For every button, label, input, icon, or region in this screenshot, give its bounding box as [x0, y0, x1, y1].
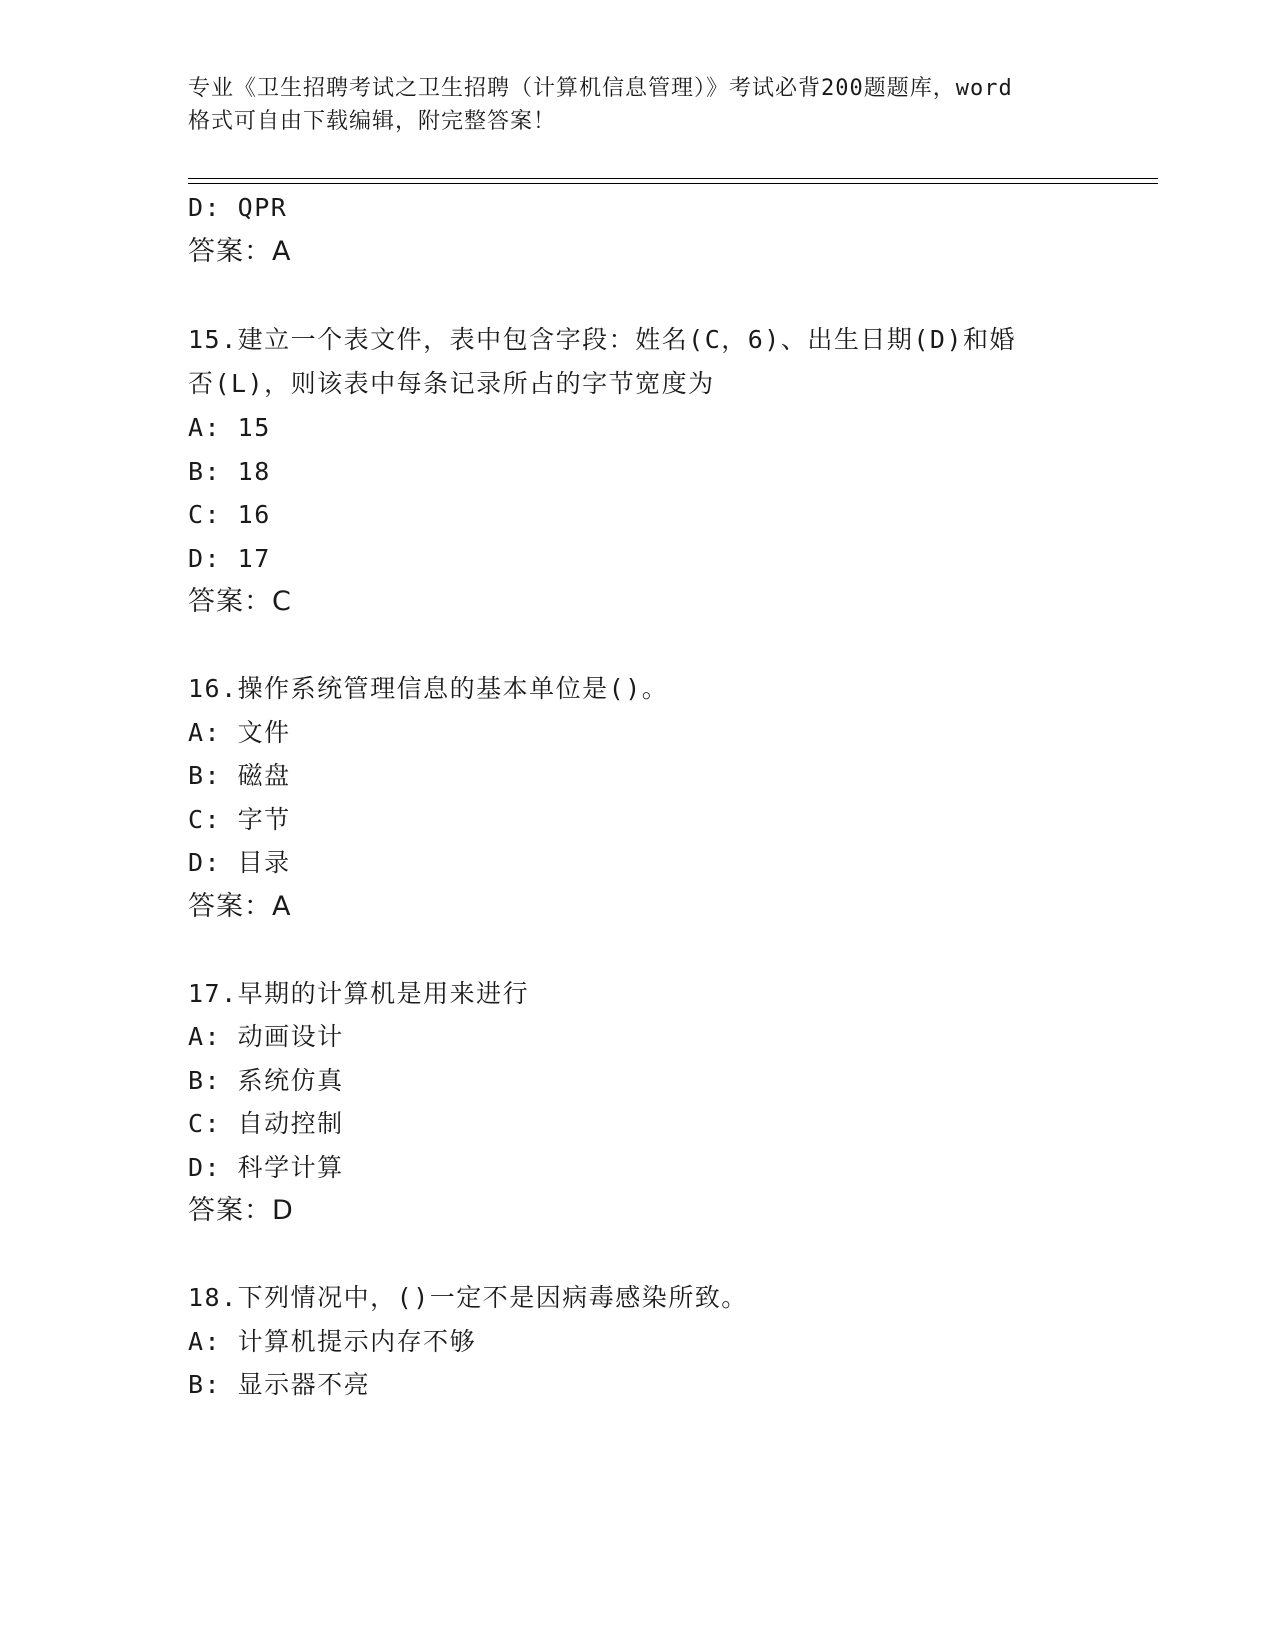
- q16-option-c: C: 字节: [188, 805, 291, 834]
- q15-option-c: C: 16: [188, 500, 271, 529]
- q15-option-d: D: 17: [188, 544, 271, 573]
- q15-option-b: B: 18: [188, 457, 271, 486]
- q15-option-a: A: 15: [188, 413, 271, 442]
- header-title-line-2: 格式可自由下载编辑，附完整答案！: [188, 109, 557, 134]
- q17-question: 17.早期的计算机是用来进行: [188, 979, 530, 1008]
- q17-option-d: D: 科学计算: [188, 1153, 344, 1182]
- header-title-line-1: 专业《卫生招聘考试之卫生招聘（计算机信息管理）》考试必背200题题库，word: [188, 76, 1013, 101]
- q14-option-d: D: QPR: [188, 193, 288, 222]
- header-divider-bottom: [188, 183, 1158, 184]
- q16-option-d: D: 目录: [188, 848, 291, 877]
- q15-question-line-2: 否(L)，则该表中每条记录所占的字节宽度为: [188, 369, 715, 398]
- q14-answer: 答案：A: [188, 236, 292, 267]
- q16-answer: 答案：A: [188, 891, 292, 922]
- q18-question: 18.下列情况中，()一定不是因病毒感染所致。: [188, 1283, 748, 1312]
- q17-option-a: A: 动画设计: [188, 1022, 344, 1051]
- document-header: [188, 72, 1088, 138]
- q16-question: 16.操作系统管理信息的基本单位是()。: [188, 674, 669, 703]
- q16-option-a: A: 文件: [188, 718, 291, 747]
- q17-answer: 答案：D: [188, 1195, 294, 1226]
- q15-question-line-1: 15.建立一个表文件，表中包含字段：姓名(C，6)、出生日期(D)和婚: [188, 325, 1017, 354]
- q15-answer: 答案：C: [188, 586, 292, 617]
- q18-option-b: B: 显示器不亮: [188, 1370, 371, 1399]
- q18-option-a: A: 计算机提示内存不够: [188, 1327, 477, 1356]
- q17-option-b: B: 系统仿真: [188, 1066, 344, 1095]
- q16-option-b: B: 磁盘: [188, 761, 291, 790]
- q17-option-c: C: 自动控制: [188, 1109, 344, 1138]
- header-divider-top: [188, 178, 1158, 179]
